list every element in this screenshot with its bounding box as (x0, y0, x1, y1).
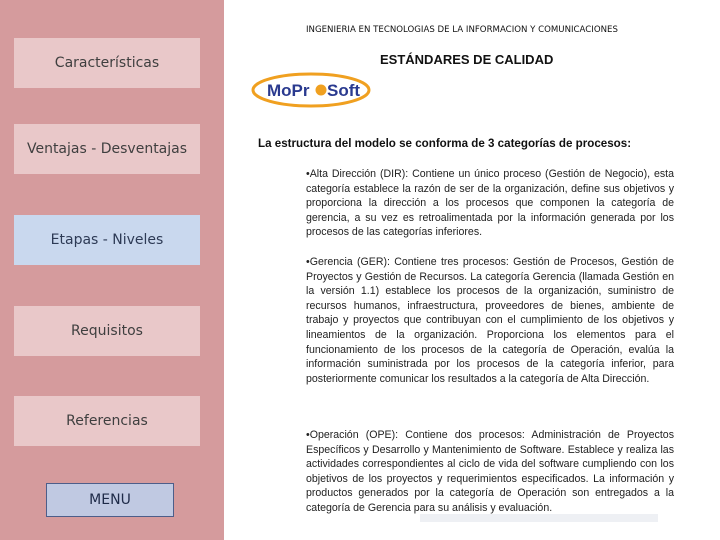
sidebar-item-referencias[interactable] (14, 396, 200, 446)
sidebar-item-ventajas-desventajas[interactable] (14, 124, 200, 174)
paragraph-ope: •Operación (OPE): Contiene dos procesos: Administración de Proyectos Específicos y Desarrollo y Mantenimiento de Software. Establece y realiza las actividades correspondientes al ciclo de vida del software cumpliendo con los objetivos de los proyectos y requerimientos especificados. La información y productos generados por la categoría de Operación son entregados a la categoría de Gerencia para su análisis y evaluación. (306, 429, 674, 514)
page-title: ESTÁNDARES DE CALIDAD (380, 52, 554, 67)
mobrosoft-logo (250, 70, 372, 110)
sidebar-item-label: Características (54, 55, 160, 71)
logo-dot-icon (316, 85, 327, 96)
sidebar-item-caracteristicas[interactable] (14, 38, 200, 88)
sidebar-item-requisitos[interactable] (14, 306, 200, 356)
logo-text-part1: MoPr (267, 81, 310, 100)
sidebar-item-label: Referencias (66, 413, 148, 429)
sidebar-item-label: Ventajas - Desventajas (26, 141, 188, 157)
logo-text-part2: Soft (327, 81, 361, 100)
program-header: INGENIERÍA EN TECNOLOGÍAS DE LA INFORMACIÓN Y COMUNICACIONES (306, 25, 618, 35)
sidebar (0, 0, 224, 540)
sidebar-item-label: Requisitos (71, 323, 143, 339)
intro-text: La estructura del modelo se conforma de 3 categorías de procesos: (258, 137, 632, 150)
paragraph-dir: •Alta Dirección (DIR): Contiene un único proceso (Gestión de Negocio), esta categoría establece la razón de ser de la organización, define sus objetivos y proporciona la dirección a los procesos que componen la categoría de gerencia, a su vez es retroalimentada por la información generada por los procesos de las categorías inferiores. (306, 168, 674, 239)
sidebar-item-etapas-niveles[interactable] (14, 215, 200, 265)
menu-button-label: MENU (89, 492, 131, 508)
paragraph-ger: •Gerencia (GER): Contiene tres procesos: Gestión de Procesos, Gestión de Proyectos y Gestión de Recursos. La categoría Gerencia (llamada Gestión en la versión 1.1) establece los procesos de la organización, suministro de recursos humanos, infraestructura, proveedores de bienes, ambiente de trabajo y proyectos que contribuyan con el cumplimiento de los objetivos y lineamientos de la organización. Proporciona los elementos para el funcionamiento de los procesos de la categoría de Operación, evalúa la información suministrada por los procesos de la categoría inferior, para posteriormente comunicar los resultados a la categoría de Alta Dirección. (306, 256, 674, 385)
sidebar-item-label: Etapas - Niveles (50, 232, 164, 248)
menu-button[interactable] (46, 483, 174, 517)
